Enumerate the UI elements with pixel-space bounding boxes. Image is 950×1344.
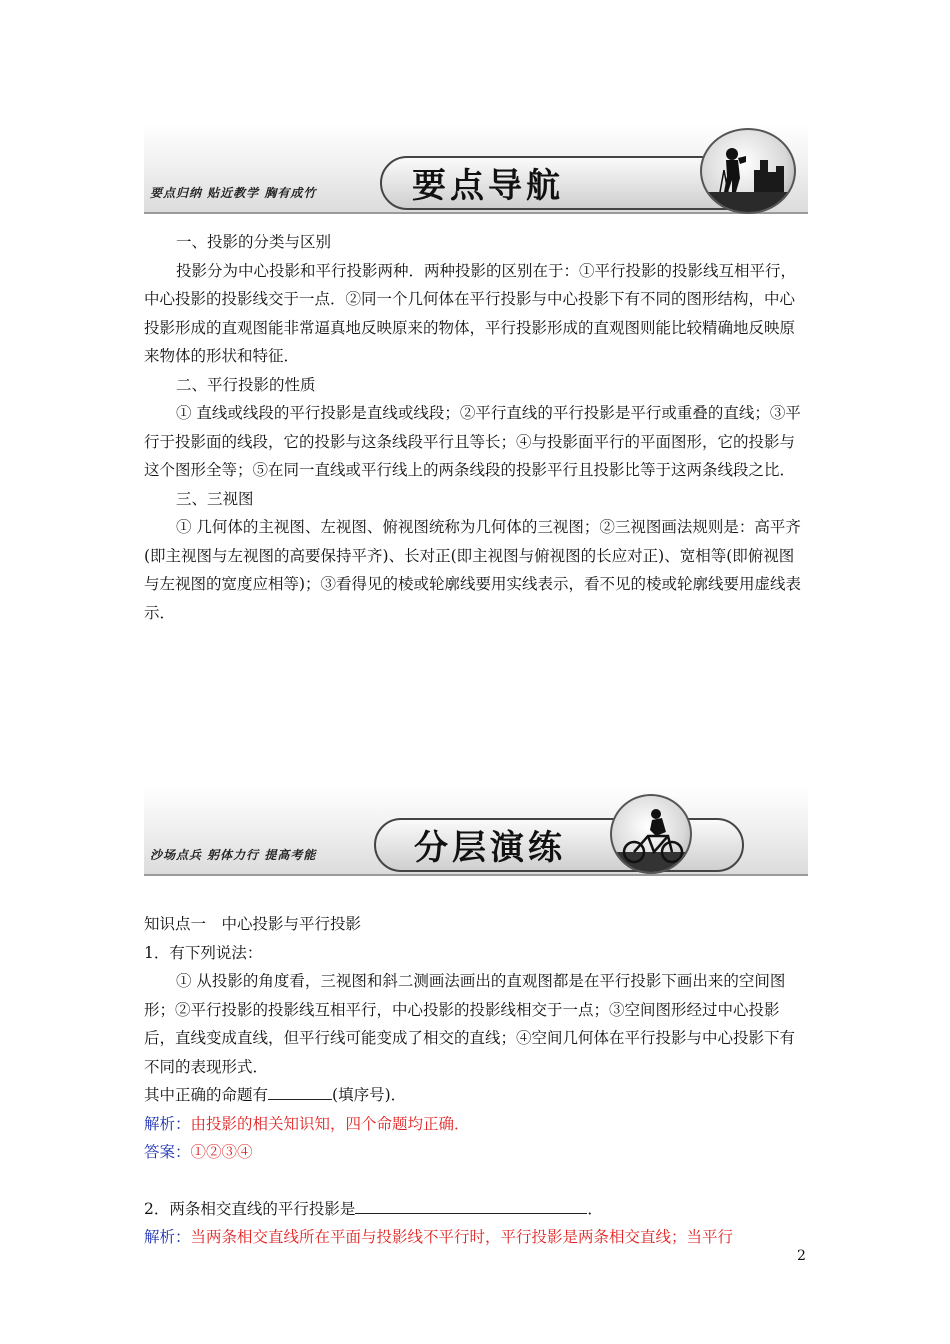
analysis-label: 解析： xyxy=(144,1114,191,1133)
practice-content xyxy=(144,910,808,1252)
section-banner-practice xyxy=(144,786,808,878)
paragraph-parallel-projection-properties: ① 直线或线段的平行投影是直线或线段；②平行直线的平行投影是平行或重叠的直线；③平行于投影面的线段，它的投影与这条线段平行且等长；④与投影面平行的平面图形，它的投影与这个图形全等；⑤在同一直线或平行线上的两条线段的投影平行且投影比等于这两条线段之比． xyxy=(144,404,801,479)
question-1-ask: 其中正确的命题有 (填序号)． xyxy=(144,1081,808,1110)
question-1-answer: 答案：①②③④ xyxy=(144,1143,253,1161)
question-2-analysis: 解析：当两条相交直线所在平面与投影线不平行时，平行投影是两条相交直线；当平行 xyxy=(144,1228,734,1246)
heading-three-views: 三、三视图 xyxy=(176,489,254,508)
banner-slogan: 沙场点兵 躬体力行 提高考能 xyxy=(150,848,317,862)
banner-slogan: 要点归纳 贴近教学 胸有成竹 xyxy=(150,186,317,200)
analysis-label: 解析： xyxy=(144,1228,191,1246)
key-points-content xyxy=(144,228,808,627)
section-banner-key-points xyxy=(144,124,808,216)
answer-blank xyxy=(268,1081,332,1100)
answer-blank xyxy=(355,1195,587,1214)
banner-title: 分层演练 xyxy=(414,828,566,868)
knowledge-point-title: 知识点一 中心投影与平行投影 xyxy=(144,915,362,933)
heading-projection-classification: 一、投影的分类与区别 xyxy=(176,233,332,251)
paragraph-three-views: ① 几何体的主视图、左视图、俯视图统称为几何体的三视图；②三视图画法规则是：高平齐(即主视图与左视图的高要保持平齐)、长对正(即主视图与俯视图的长应对正)、宽相等(即俯视图与左视图的宽度应相等)；③看得见的棱或轮廓线要用实线表示，看不见的棱或轮廓线要用虚线表示． xyxy=(144,518,802,622)
cyclist-emblem-icon xyxy=(610,794,692,874)
question-2-stem: 2．两条相交直线的平行投影是 ． xyxy=(144,1195,808,1224)
question-1-stem: 1．有下列说法： xyxy=(144,943,263,962)
paragraph-projection-difference: 投影分为中心投影和平行投影两种．两种投影的区别在于：①平行投影的投影线互相平行，中心投影的投影线交于一点．②同一个几何体在平行投影与中心投影下有不同的图形结构，中心投影形成的直观图能非常逼真地反映原来的物体，平行投影形成的直观图则能比较精确地反映原来物体的形状和特征． xyxy=(144,261,797,365)
banner-title: 要点导航 xyxy=(412,166,564,206)
photographer-emblem-icon xyxy=(700,128,796,214)
answer-label: 答案： xyxy=(144,1143,191,1161)
question-1-body: ① 从投影的角度看，三视图和斜二测画法画出的直观图都是在平行投影下画出来的空间图形；②平行投影的投影线互相平行，中心投影的投影线相交于一点；③空间图形经过中心投影后，直线变成直线，但平行线可能变成了相交的直线；④空间几何体在平行投影与中心投影下有不同的表现形式． xyxy=(144,972,796,1076)
heading-parallel-projection-properties: 二、平行投影的性质 xyxy=(176,375,316,394)
page-number: 2 xyxy=(797,1248,806,1264)
question-1-analysis: 解析：由投影的相关知识知，四个命题均正确． xyxy=(144,1114,470,1133)
